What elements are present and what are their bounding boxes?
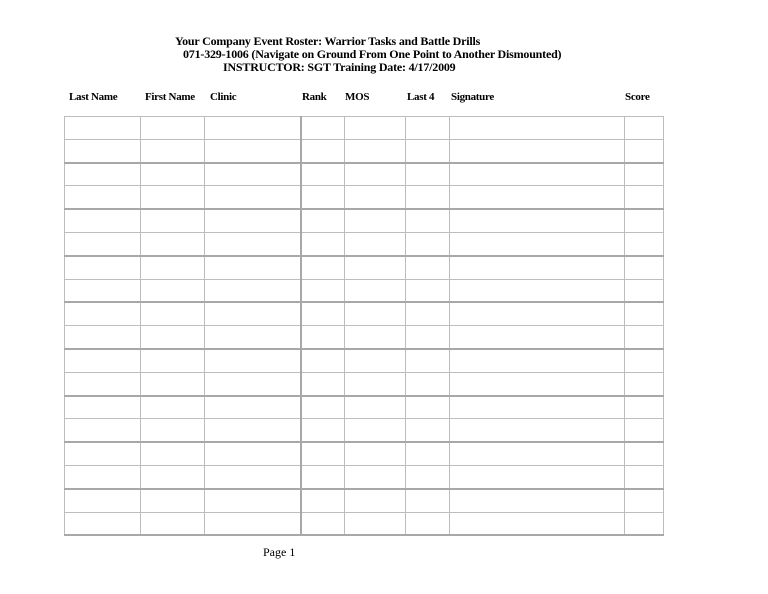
table-row: [65, 372, 664, 395]
roster-cell[interactable]: [205, 489, 301, 512]
column-header-rank: Rank: [302, 91, 327, 103]
roster-cell[interactable]: [625, 139, 664, 162]
roster-cell[interactable]: [450, 256, 625, 279]
roster-cell[interactable]: [65, 512, 141, 535]
roster-cell[interactable]: [141, 419, 205, 442]
roster-cell[interactable]: [205, 302, 301, 325]
roster-cell[interactable]: [301, 349, 345, 372]
roster-cell[interactable]: [625, 163, 664, 186]
roster-cell[interactable]: [450, 186, 625, 209]
table-row: [65, 302, 664, 325]
roster-cell[interactable]: [450, 349, 625, 372]
roster-cell[interactable]: [406, 512, 450, 535]
roster-cell[interactable]: [406, 489, 450, 512]
roster-cell[interactable]: [301, 372, 345, 395]
roster-cell[interactable]: [345, 512, 406, 535]
roster-cell[interactable]: [65, 279, 141, 302]
roster-cell[interactable]: [345, 419, 406, 442]
roster-cell[interactable]: [301, 442, 345, 465]
table-row: [65, 442, 664, 465]
roster-cell[interactable]: [406, 326, 450, 349]
roster-cell[interactable]: [205, 279, 301, 302]
roster-cell[interactable]: [450, 232, 625, 255]
roster-cell[interactable]: [450, 139, 625, 162]
roster-cell[interactable]: [205, 419, 301, 442]
roster-cell[interactable]: [625, 396, 664, 419]
roster-cell[interactable]: [65, 163, 141, 186]
roster-cell[interactable]: [65, 302, 141, 325]
roster-cell[interactable]: [65, 349, 141, 372]
roster-cell[interactable]: [450, 396, 625, 419]
roster-cell[interactable]: [450, 465, 625, 488]
roster-cell[interactable]: [345, 279, 406, 302]
roster-cell[interactable]: [345, 372, 406, 395]
table-row: [65, 139, 664, 162]
roster-cell[interactable]: [301, 419, 345, 442]
column-header-last-4: Last 4: [407, 91, 435, 103]
roster-cell[interactable]: [141, 372, 205, 395]
roster-cell[interactable]: [625, 256, 664, 279]
roster-cell[interactable]: [301, 512, 345, 535]
roster-cell[interactable]: [345, 442, 406, 465]
table-row: [65, 117, 664, 140]
table-row: [65, 232, 664, 255]
roster-cell[interactable]: [65, 326, 141, 349]
roster-cell[interactable]: [406, 396, 450, 419]
roster-cell[interactable]: [301, 279, 345, 302]
roster-cell[interactable]: [65, 442, 141, 465]
roster-cell[interactable]: [406, 256, 450, 279]
roster-cell[interactable]: [65, 139, 141, 162]
table-row: [65, 209, 664, 232]
column-header-score: Score: [625, 91, 650, 103]
roster-cell[interactable]: [450, 163, 625, 186]
roster-cell[interactable]: [301, 209, 345, 232]
roster-cell[interactable]: [141, 209, 205, 232]
roster-cell[interactable]: [345, 232, 406, 255]
roster-title: Your Company Event Roster: Warrior Tasks and Battle Drills: [175, 34, 481, 48]
roster-cell[interactable]: [205, 209, 301, 232]
roster-cell[interactable]: [345, 117, 406, 140]
roster-cell[interactable]: [625, 419, 664, 442]
roster-cell[interactable]: [450, 279, 625, 302]
table-row: [65, 163, 664, 186]
table-row: [65, 326, 664, 349]
roster-cell[interactable]: [625, 349, 664, 372]
roster-cell[interactable]: [406, 349, 450, 372]
roster-cell[interactable]: [205, 117, 301, 140]
roster-cell[interactable]: [625, 442, 664, 465]
roster-cell[interactable]: [345, 163, 406, 186]
roster-cell[interactable]: [406, 117, 450, 140]
roster-cell[interactable]: [450, 442, 625, 465]
column-header-mos: MOS: [345, 91, 370, 103]
roster-cell[interactable]: [301, 489, 345, 512]
table-row: [65, 279, 664, 302]
roster-cell[interactable]: [65, 465, 141, 488]
roster-cell[interactable]: [301, 163, 345, 186]
roster-cell[interactable]: [65, 232, 141, 255]
roster-cell[interactable]: [345, 186, 406, 209]
roster-cell[interactable]: [205, 349, 301, 372]
column-header-last-name: Last Name: [69, 91, 118, 103]
roster-cell[interactable]: [450, 209, 625, 232]
table-row: [65, 465, 664, 488]
roster-cell[interactable]: [406, 302, 450, 325]
roster-cell[interactable]: [65, 209, 141, 232]
roster-cell[interactable]: [205, 326, 301, 349]
instructor-training-date: INSTRUCTOR: SGT Training Date: 4/17/2009: [223, 60, 456, 74]
roster-cell[interactable]: [141, 489, 205, 512]
roster-cell[interactable]: [141, 256, 205, 279]
roster-cell[interactable]: [65, 372, 141, 395]
roster-cell[interactable]: [406, 232, 450, 255]
roster-cell[interactable]: [141, 396, 205, 419]
roster-cell[interactable]: [301, 139, 345, 162]
roster-cell[interactable]: [345, 489, 406, 512]
roster-cell[interactable]: [141, 139, 205, 162]
roster-cell[interactable]: [65, 117, 141, 140]
roster-cell[interactable]: [625, 209, 664, 232]
roster-cell[interactable]: [345, 349, 406, 372]
table-row: [65, 419, 664, 442]
roster-cell[interactable]: [141, 163, 205, 186]
roster-cell[interactable]: [205, 256, 301, 279]
roster-cell[interactable]: [141, 117, 205, 140]
table-row: [65, 396, 664, 419]
roster-cell[interactable]: [625, 326, 664, 349]
roster-cell[interactable]: [406, 372, 450, 395]
roster-cell[interactable]: [205, 465, 301, 488]
table-row: [65, 489, 664, 512]
roster-cell[interactable]: [345, 396, 406, 419]
roster-cell[interactable]: [625, 465, 664, 488]
roster-cell[interactable]: [141, 349, 205, 372]
roster-cell[interactable]: [301, 256, 345, 279]
roster-cell[interactable]: [205, 512, 301, 535]
roster-cell[interactable]: [141, 186, 205, 209]
roster-cell[interactable]: [301, 186, 345, 209]
roster-cell[interactable]: [141, 302, 205, 325]
column-header-clinic: Clinic: [210, 91, 237, 103]
roster-cell[interactable]: [450, 117, 625, 140]
roster-cell[interactable]: [406, 442, 450, 465]
roster-table: [64, 116, 664, 536]
roster-cell[interactable]: [301, 302, 345, 325]
roster-cell[interactable]: [625, 302, 664, 325]
roster-cell[interactable]: [345, 465, 406, 488]
roster-cell[interactable]: [406, 139, 450, 162]
roster-cell[interactable]: [141, 232, 205, 255]
roster-cell[interactable]: [625, 279, 664, 302]
roster-cell[interactable]: [345, 302, 406, 325]
roster-cell[interactable]: [205, 372, 301, 395]
roster-cell[interactable]: [450, 372, 625, 395]
roster-cell[interactable]: [65, 396, 141, 419]
roster-cell[interactable]: [345, 256, 406, 279]
roster-cell[interactable]: [65, 419, 141, 442]
table-row: [65, 349, 664, 372]
table-row: [65, 186, 664, 209]
roster-cell[interactable]: [406, 279, 450, 302]
roster-cell[interactable]: [625, 489, 664, 512]
roster-cell[interactable]: [141, 279, 205, 302]
column-header-signature: Signature: [451, 91, 494, 103]
roster-cell[interactable]: [345, 139, 406, 162]
roster-cell[interactable]: [406, 465, 450, 488]
roster-cell[interactable]: [450, 512, 625, 535]
roster-cell[interactable]: [301, 117, 345, 140]
roster-cell[interactable]: [141, 512, 205, 535]
page-number: Page 1: [263, 545, 296, 559]
roster-cell[interactable]: [406, 186, 450, 209]
roster-cell[interactable]: [205, 186, 301, 209]
roster-cell[interactable]: [301, 465, 345, 488]
roster-cell[interactable]: [406, 209, 450, 232]
roster-cell[interactable]: [345, 209, 406, 232]
roster-cell[interactable]: [301, 232, 345, 255]
roster-cell[interactable]: [205, 163, 301, 186]
task-description: 071-329-1006 (Navigate on Ground From One Point to Another Dismounted): [183, 47, 562, 61]
roster-cell[interactable]: [205, 442, 301, 465]
table-row: [65, 512, 664, 535]
roster-cell[interactable]: [65, 256, 141, 279]
column-header-first-name: First Name: [145, 91, 195, 103]
roster-cell[interactable]: [301, 396, 345, 419]
roster-cell[interactable]: [406, 419, 450, 442]
roster-cell[interactable]: [301, 326, 345, 349]
roster-cell[interactable]: [406, 163, 450, 186]
roster-cell[interactable]: [450, 489, 625, 512]
roster-cell[interactable]: [450, 326, 625, 349]
roster-cell[interactable]: [141, 442, 205, 465]
roster-cell[interactable]: [450, 419, 625, 442]
roster-cell[interactable]: [625, 186, 664, 209]
roster-cell[interactable]: [205, 396, 301, 419]
roster-cell[interactable]: [345, 326, 406, 349]
table-row: [65, 256, 664, 279]
roster-cell[interactable]: [141, 326, 205, 349]
roster-cell[interactable]: [65, 489, 141, 512]
roster-cell[interactable]: [450, 302, 625, 325]
roster-cell[interactable]: [625, 372, 664, 395]
roster-cell[interactable]: [65, 186, 141, 209]
roster-cell[interactable]: [205, 232, 301, 255]
roster-cell[interactable]: [625, 512, 664, 535]
roster-cell[interactable]: [141, 465, 205, 488]
roster-cell[interactable]: [625, 232, 664, 255]
roster-cell[interactable]: [205, 139, 301, 162]
roster-cell[interactable]: [625, 117, 664, 140]
